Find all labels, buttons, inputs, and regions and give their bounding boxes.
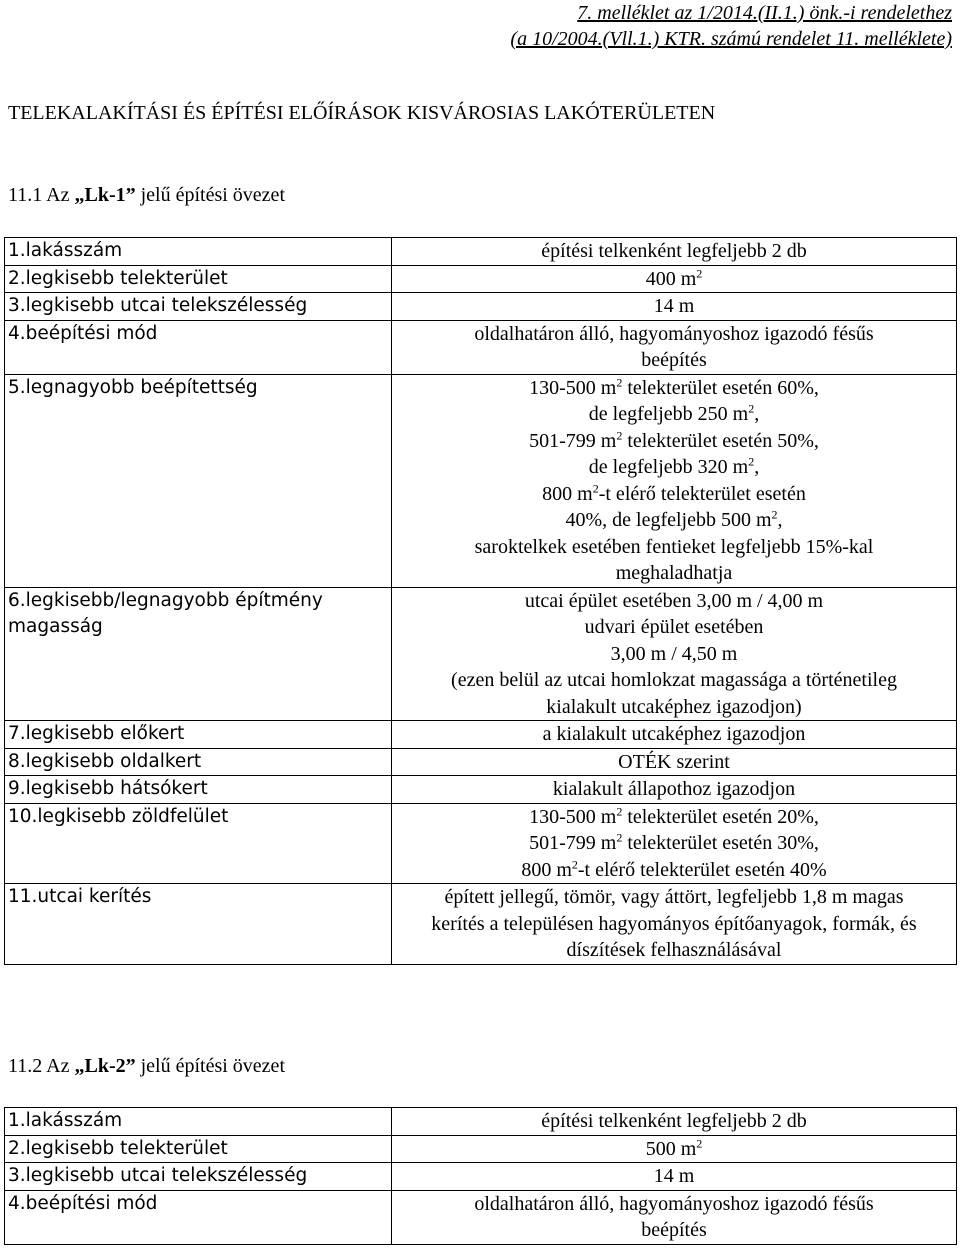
rule-label: 7.legkisebb előkert — [5, 721, 392, 749]
zone1-prefix: 11.1 Az — [8, 184, 75, 206]
rule-label: 4.beépítési mód — [5, 320, 392, 374]
rule-value-line: (ezen belül az utcai homlokzat magassága a történetileg — [451, 669, 897, 691]
rule-row — [5, 1108, 957, 1136]
rule-value-line: utcai épület esetében 3,00 m / 4,00 m — [524, 589, 824, 612]
rule-value-line: de legfeljebb 320 $m^2$, — [588, 454, 760, 478]
rule-label: 3.legkisebb utcai telekszélesség — [5, 293, 392, 321]
rule-value-line: kialakult utcaképhez igazodjon) — [546, 695, 802, 718]
rule-value — [392, 293, 957, 321]
rule-label: 2.legkisebb telekterület — [5, 1135, 392, 1163]
rule-value-line: de legfeljebb 250 $m^2$, — [588, 401, 760, 425]
zone1-table — [4, 237, 957, 965]
rule-value-line: kerítés a településen hagyományos építőanyagok, formák, és — [431, 912, 917, 935]
rule-value — [392, 320, 957, 374]
rule-label: 4.beépítési mód — [5, 1190, 392, 1244]
rule-label: 5.legnagyobb beépítettség — [5, 374, 392, 587]
rule-label: 1.lakásszám — [5, 1108, 392, 1136]
rule-value — [392, 238, 957, 266]
rule-value-line: 800 $m^2-t$ elérő telekterület esetén 40% — [521, 856, 827, 881]
rule-value-line: beépítés — [641, 1219, 707, 1241]
rule-value — [392, 748, 957, 776]
rule-value — [392, 587, 957, 721]
rule-value-line: 500 $m^2$ — [645, 1135, 703, 1160]
rule-value — [392, 884, 957, 965]
rule-value — [392, 1163, 957, 1191]
rule-row — [5, 721, 957, 749]
zone1-heading — [8, 182, 285, 208]
rule-row — [5, 884, 957, 965]
rule-row — [5, 293, 957, 321]
rule-row — [5, 803, 957, 884]
rule-row — [5, 587, 957, 721]
rule-value-line: OTÉK szerint — [618, 750, 730, 773]
rule-value — [392, 1190, 957, 1244]
rule-value-line: kialakult állapothoz igazodjon — [552, 778, 796, 800]
rule-value — [392, 265, 957, 293]
rule-row — [5, 776, 957, 804]
zone2-prefix: 11.2 Az — [8, 1055, 75, 1077]
rule-value-line: beépítés — [641, 349, 707, 371]
rule-value — [392, 803, 957, 884]
rule-value-line: épített jellegű, tömör, vagy áttört, legfeljebb 1,8 m magas — [444, 886, 904, 908]
rule-row — [5, 265, 957, 293]
rule-value-line: 130-500 $m^2$ telekterület esetén 60%, — [529, 374, 819, 399]
rule-value-line: 130-500 $m^2$ telekterület esetén 20%, — [529, 803, 819, 828]
rule-value-line: meghaladhatja — [615, 562, 733, 584]
rule-row — [5, 320, 957, 374]
rule-value-line: építési telkenként legfeljebb 2 db — [541, 1110, 807, 1132]
rule-value-line: 40%, de legfeljebb 500 $m^2$, — [565, 507, 783, 531]
annex-header-line2: (a 10/2004.(Vll.1.) KTR. számú rendelet 11. melléklete) — [510, 28, 952, 50]
annex-header — [510, 0, 952, 52]
rule-row — [5, 1190, 957, 1244]
rule-value-line: díszítések felhasználásával — [566, 939, 782, 961]
rule-value-line: 14 m — [653, 1165, 695, 1187]
zone1-suffix: jelű építési övezet — [135, 184, 285, 206]
rule-label: 10.legkisebb zöldfelület — [5, 803, 392, 884]
rule-row — [5, 238, 957, 266]
zone2-heading — [8, 1053, 285, 1079]
document-title: TELEKALAKÍTÁSI ÉS ÉPÍTÉSI ELŐÍRÁSOK KISVÁROSIAS LAKÓTERÜLETEN — [8, 102, 716, 124]
annex-header-line1: 7. melléklet az 1/2014.(II.1.) önk.-i rendelethez — [577, 2, 952, 24]
rule-value-line: 3,00 m / 4,50 m — [610, 642, 738, 665]
rule-row — [5, 374, 957, 587]
rule-label: 1.lakásszám — [5, 238, 392, 266]
rule-value-line: saroktelkek esetében fentieket legfeljebb 15%-kal — [474, 535, 874, 558]
rule-value-line: 400 $m^2$ — [645, 265, 703, 290]
rule-row — [5, 748, 957, 776]
rule-value-line: oldalhatáron álló, hagyományoshoz igazodó fésűs — [474, 322, 874, 345]
zone1-code: „Lk-1” — [74, 184, 136, 206]
rule-value — [392, 374, 957, 587]
rule-label: 11.utcai kerítés — [5, 884, 392, 965]
zone2-suffix: jelű építési övezet — [135, 1055, 285, 1077]
rule-value-line: 14 m — [653, 295, 695, 317]
rule-value-line: építési telkenként legfeljebb 2 db — [541, 240, 807, 262]
rule-label: 8.legkisebb oldalkert — [5, 748, 392, 776]
rule-value — [392, 1108, 957, 1136]
rule-label: 6.legkisebb/legnagyobb építmény magasság — [5, 587, 392, 721]
zone2-table — [4, 1107, 957, 1245]
rule-label: 9.legkisebb hátsókert — [5, 776, 392, 804]
rule-row — [5, 1163, 957, 1191]
rule-value-line: 501-799 $m^2$ telekterület esetén 30%, — [529, 830, 819, 854]
rule-row — [5, 1135, 957, 1163]
rule-value-line: 501-799 $m^2$ telekterület esetén 50%, — [529, 427, 819, 452]
rule-label: 3.legkisebb utcai telekszélesség — [5, 1163, 392, 1191]
rule-value-line: oldalhatáron álló, hagyományoshoz igazodó fésűs — [474, 1192, 874, 1215]
rule-value — [392, 776, 957, 804]
rule-label: 2.legkisebb telekterület — [5, 265, 392, 293]
rule-value-line: a kialakult utcaképhez igazodjon — [542, 723, 806, 745]
rule-value — [392, 1135, 957, 1163]
zone2-code: „Lk-2” — [74, 1055, 136, 1077]
rule-value — [392, 721, 957, 749]
rule-value-line: udvari épület esetében — [584, 616, 764, 638]
rule-value-line: 800 $m^2-t$ elérő telekterület esetén — [542, 480, 806, 505]
